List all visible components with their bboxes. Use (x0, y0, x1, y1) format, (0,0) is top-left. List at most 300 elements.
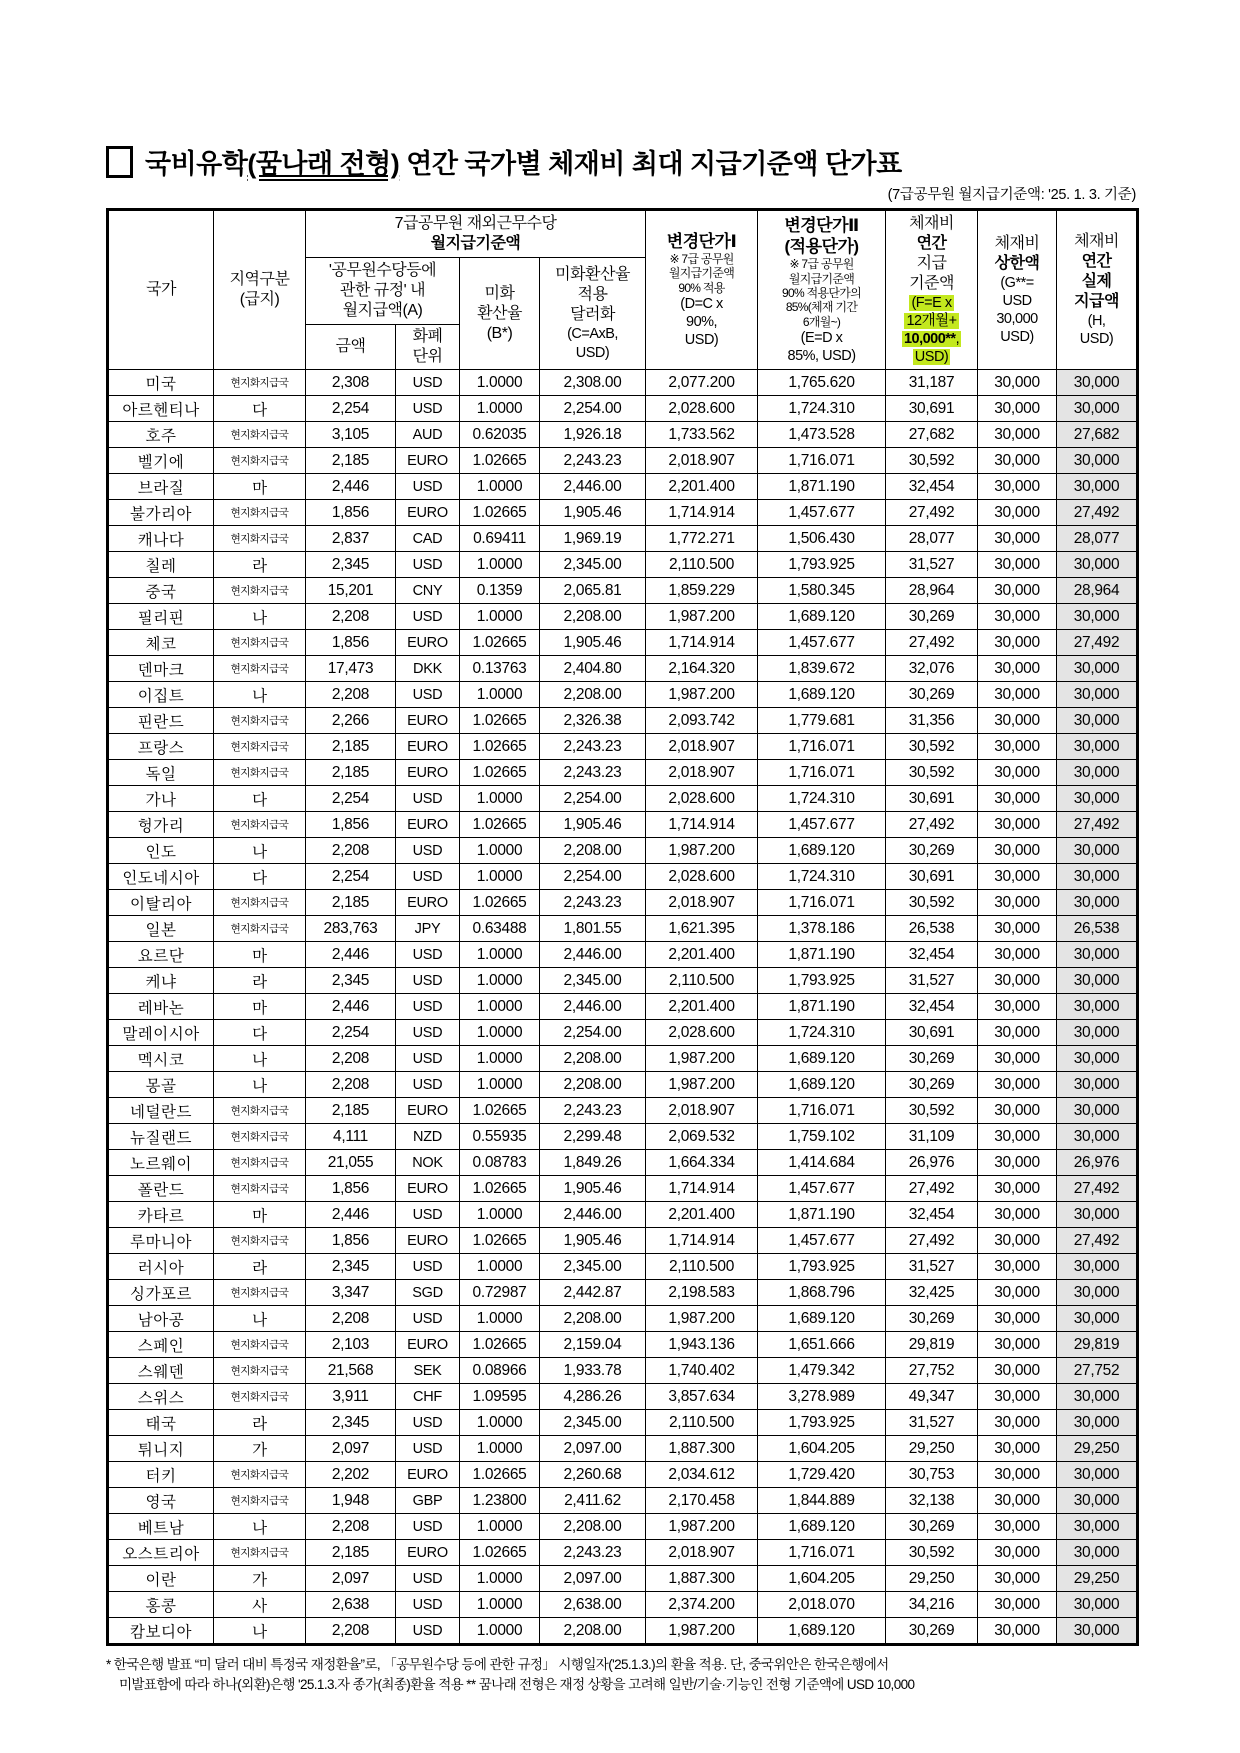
cell-annual-standard: 28,964 (886, 578, 978, 604)
table-row (108, 1540, 1138, 1566)
cell-annual-standard: 30,592 (886, 1540, 978, 1566)
cell-region: 나 (214, 1072, 306, 1098)
cell-annual-standard: 31,527 (886, 552, 978, 578)
table-row (108, 1202, 1138, 1228)
cell-country: 말레이시아 (108, 1020, 214, 1046)
cell-actual-payment: 30,000 (1057, 448, 1138, 474)
table-row (108, 1514, 1138, 1540)
cell-exchange-rate: 1.02665 (460, 500, 540, 526)
cell-region: 현지화지급국 (214, 1228, 306, 1254)
cell-annual-standard: 30,269 (886, 1072, 978, 1098)
table-row (108, 370, 1138, 396)
cell-annual-standard: 26,538 (886, 916, 978, 942)
cell-amount: 2,208 (306, 1306, 396, 1332)
cell-currency-unit: EURO (396, 630, 460, 656)
cell-region: 나 (214, 1514, 306, 1540)
cell-unit-price-2: 1,651.666 (758, 1332, 886, 1358)
cell-unit-price-2: 1,729.420 (758, 1462, 886, 1488)
cell-usd-converted: 4,286.26 (540, 1384, 646, 1410)
page-title-text (145, 142, 902, 181)
table-row (108, 760, 1138, 786)
cell-currency-unit: USD (396, 1436, 460, 1462)
cell-region: 다 (214, 396, 306, 422)
cell-region: 현지화지급국 (214, 448, 306, 474)
table-row (108, 1098, 1138, 1124)
cell-currency-unit: USD (396, 1592, 460, 1618)
title-bracket: (꿈나래 전형) (247, 149, 400, 179)
header-annual-standard: 체재비 연간 지급 기준액 (F=E x 12개월+ 10,000**, USD) (886, 210, 978, 370)
cell-country: 노르웨이 (108, 1150, 214, 1176)
cell-annual-standard: 32,076 (886, 656, 978, 682)
cell-ceiling: 30,000 (978, 1540, 1057, 1566)
cell-usd-converted: 2,243.23 (540, 760, 646, 786)
cell-actual-payment: 29,250 (1057, 1436, 1138, 1462)
cell-actual-payment: 30,000 (1057, 552, 1138, 578)
cell-annual-standard: 31,527 (886, 968, 978, 994)
header-actual-payment: 체재비 연간 실제 지급액 (H, USD) (1057, 210, 1138, 370)
cell-annual-standard: 30,269 (886, 1306, 978, 1332)
cell-currency-unit: USD (396, 1202, 460, 1228)
cell-country: 핀란드 (108, 708, 214, 734)
cell-amount: 2,446 (306, 1202, 396, 1228)
cell-exchange-rate: 1.0000 (460, 370, 540, 396)
header-ceiling: 체재비 상한액 (G**= USD 30,000 USD) (978, 210, 1057, 370)
cell-actual-payment: 27,492 (1057, 812, 1138, 838)
cell-ceiling: 30,000 (978, 1176, 1057, 1202)
cell-amount: 2,446 (306, 942, 396, 968)
cell-ceiling: 30,000 (978, 1514, 1057, 1540)
cell-region: 현지화지급국 (214, 630, 306, 656)
cell-amount: 2,254 (306, 786, 396, 812)
cell-amount: 1,856 (306, 500, 396, 526)
cell-unit-price-1: 2,093.742 (646, 708, 758, 734)
cell-ceiling: 30,000 (978, 838, 1057, 864)
table-row (108, 942, 1138, 968)
cell-ceiling: 30,000 (978, 1384, 1057, 1410)
table-row (108, 552, 1138, 578)
cell-currency-unit: USD (396, 1072, 460, 1098)
cell-unit-price-2: 1,689.120 (758, 604, 886, 630)
cell-region: 현지화지급국 (214, 812, 306, 838)
cell-region: 사 (214, 1592, 306, 1618)
cell-usd-converted: 2,260.68 (540, 1462, 646, 1488)
cell-unit-price-2: 1,716.071 (758, 760, 886, 786)
cell-amount: 2,254 (306, 864, 396, 890)
cell-exchange-rate: 1.0000 (460, 968, 540, 994)
cell-amount: 1,856 (306, 812, 396, 838)
cell-unit-price-2: 1,844.889 (758, 1488, 886, 1514)
cell-ceiling: 30,000 (978, 578, 1057, 604)
cell-amount: 2,254 (306, 396, 396, 422)
cell-amount: 21,055 (306, 1150, 396, 1176)
cell-amount: 4,111 (306, 1124, 396, 1150)
cell-currency-unit: USD (396, 1514, 460, 1540)
cell-usd-converted: 2,208.00 (540, 604, 646, 630)
page-title (106, 142, 1136, 181)
cell-exchange-rate: 1.02665 (460, 448, 540, 474)
cell-unit-price-2: 1,793.925 (758, 1410, 886, 1436)
cell-exchange-rate: 1.0000 (460, 1514, 540, 1540)
table-row (108, 994, 1138, 1020)
cell-amount: 2,185 (306, 760, 396, 786)
cell-amount: 2,185 (306, 1540, 396, 1566)
header-region: 지역구분 (급지) (214, 210, 306, 370)
cell-amount: 1,856 (306, 1176, 396, 1202)
cell-exchange-rate: 1.0000 (460, 1592, 540, 1618)
cell-ceiling: 30,000 (978, 1254, 1057, 1280)
cell-country: 인도 (108, 838, 214, 864)
cell-unit-price-2: 1,689.120 (758, 1618, 886, 1645)
cell-unit-price-1: 1,987.200 (646, 838, 758, 864)
cell-ceiling: 30,000 (978, 1566, 1057, 1592)
cell-annual-standard: 29,250 (886, 1566, 978, 1592)
cell-ceiling: 30,000 (978, 1332, 1057, 1358)
cell-usd-converted: 1,926.18 (540, 422, 646, 448)
table-row (108, 1358, 1138, 1384)
cell-unit-price-1: 2,069.532 (646, 1124, 758, 1150)
cell-actual-payment: 30,000 (1057, 682, 1138, 708)
cell-ceiling: 30,000 (978, 1436, 1057, 1462)
cell-unit-price-2: 1,724.310 (758, 396, 886, 422)
cell-unit-price-2: 1,779.681 (758, 708, 886, 734)
cell-unit-price-2: 2,018.070 (758, 1592, 886, 1618)
cell-amount: 2,208 (306, 604, 396, 630)
cell-region: 현지화지급국 (214, 1540, 306, 1566)
cell-country: 남아공 (108, 1306, 214, 1332)
cell-unit-price-1: 1,987.200 (646, 1072, 758, 1098)
cell-country: 이집트 (108, 682, 214, 708)
cell-exchange-rate: 1.0000 (460, 552, 540, 578)
cell-actual-payment: 30,000 (1057, 1046, 1138, 1072)
cell-currency-unit: EURO (396, 500, 460, 526)
cell-usd-converted: 2,446.00 (540, 942, 646, 968)
cell-usd-converted: 2,345.00 (540, 552, 646, 578)
cell-currency-unit: USD (396, 1254, 460, 1280)
table-row (108, 656, 1138, 682)
cell-annual-standard: 30,691 (886, 786, 978, 812)
cell-unit-price-1: 2,028.600 (646, 786, 758, 812)
title-part1: 국비유학 (145, 149, 248, 179)
cell-currency-unit: USD (396, 838, 460, 864)
cell-exchange-rate: 1.0000 (460, 864, 540, 890)
cell-amount: 2,103 (306, 1332, 396, 1358)
cell-region: 가 (214, 1436, 306, 1462)
cell-actual-payment: 30,000 (1057, 474, 1138, 500)
cell-actual-payment: 27,492 (1057, 1176, 1138, 1202)
cell-amount: 2,837 (306, 526, 396, 552)
cell-annual-standard: 49,347 (886, 1384, 978, 1410)
cell-ceiling: 30,000 (978, 1202, 1057, 1228)
table-row (108, 1384, 1138, 1410)
cell-annual-standard: 30,269 (886, 838, 978, 864)
cell-ceiling: 30,000 (978, 422, 1057, 448)
cell-unit-price-2: 1,457.677 (758, 1176, 886, 1202)
table-row (108, 1592, 1138, 1618)
cell-ceiling: 30,000 (978, 396, 1057, 422)
cell-exchange-rate: 1.02665 (460, 1332, 540, 1358)
cell-actual-payment: 30,000 (1057, 1410, 1138, 1436)
cell-annual-standard: 30,691 (886, 1020, 978, 1046)
cell-amount: 1,856 (306, 630, 396, 656)
cell-annual-standard: 27,492 (886, 500, 978, 526)
cell-actual-payment: 30,000 (1057, 1592, 1138, 1618)
table-row (108, 786, 1138, 812)
cell-usd-converted: 1,905.46 (540, 812, 646, 838)
cell-country: 독일 (108, 760, 214, 786)
cell-exchange-rate: 1.02665 (460, 1540, 540, 1566)
table-row (108, 838, 1138, 864)
cell-actual-payment: 30,000 (1057, 656, 1138, 682)
cell-unit-price-2: 1,479.342 (758, 1358, 886, 1384)
cell-exchange-rate: 1.23800 (460, 1488, 540, 1514)
table-row (108, 1176, 1138, 1202)
cell-exchange-rate: 1.02665 (460, 734, 540, 760)
cell-region: 현지화지급국 (214, 890, 306, 916)
cell-region: 나 (214, 604, 306, 630)
cell-actual-payment: 30,000 (1057, 864, 1138, 890)
cell-unit-price-2: 1,871.190 (758, 942, 886, 968)
cell-country: 홍콩 (108, 1592, 214, 1618)
cell-amount: 21,568 (306, 1358, 396, 1384)
cell-currency-unit: USD (396, 1410, 460, 1436)
cell-usd-converted: 2,208.00 (540, 1046, 646, 1072)
table-row (108, 630, 1138, 656)
table-row (108, 1436, 1138, 1462)
cell-usd-converted: 1,849.26 (540, 1150, 646, 1176)
cell-currency-unit: USD (396, 1306, 460, 1332)
cell-usd-converted: 2,208.00 (540, 838, 646, 864)
table-row (108, 500, 1138, 526)
cell-actual-payment: 30,000 (1057, 1280, 1138, 1306)
cell-unit-price-1: 1,987.200 (646, 604, 758, 630)
cell-actual-payment: 26,976 (1057, 1150, 1138, 1176)
cell-currency-unit: EURO (396, 1176, 460, 1202)
table-row (108, 448, 1138, 474)
cell-region: 다 (214, 1020, 306, 1046)
cell-usd-converted: 2,208.00 (540, 682, 646, 708)
cell-annual-standard: 27,492 (886, 812, 978, 838)
cell-actual-payment: 28,077 (1057, 526, 1138, 552)
cell-unit-price-2: 1,759.102 (758, 1124, 886, 1150)
cell-actual-payment: 30,000 (1057, 760, 1138, 786)
cell-exchange-rate: 1.02665 (460, 1098, 540, 1124)
cell-usd-converted: 2,446.00 (540, 994, 646, 1020)
cell-unit-price-2: 1,378.186 (758, 916, 886, 942)
cell-exchange-rate: 1.0000 (460, 1020, 540, 1046)
cell-usd-converted: 2,638.00 (540, 1592, 646, 1618)
cell-unit-price-1: 1,733.562 (646, 422, 758, 448)
cell-ceiling: 30,000 (978, 708, 1057, 734)
cell-unit-price-1: 1,859.229 (646, 578, 758, 604)
cell-annual-standard: 32,425 (886, 1280, 978, 1306)
table-row (108, 1254, 1138, 1280)
cell-region: 가 (214, 1566, 306, 1592)
cell-country: 불가리아 (108, 500, 214, 526)
cell-currency-unit: USD (396, 1020, 460, 1046)
cell-exchange-rate: 0.08783 (460, 1150, 540, 1176)
cell-usd-converted: 2,345.00 (540, 968, 646, 994)
cell-currency-unit: EURO (396, 1098, 460, 1124)
cell-region: 현지화지급국 (214, 422, 306, 448)
cell-unit-price-1: 1,714.914 (646, 630, 758, 656)
cell-country: 캄보디아 (108, 1618, 214, 1645)
table-row (108, 1228, 1138, 1254)
cell-unit-price-2: 1,457.677 (758, 1228, 886, 1254)
cell-ceiling: 30,000 (978, 370, 1057, 396)
cell-unit-price-1: 1,772.271 (646, 526, 758, 552)
cell-annual-standard: 30,691 (886, 396, 978, 422)
table-row (108, 396, 1138, 422)
cell-currency-unit: CHF (396, 1384, 460, 1410)
cell-unit-price-2: 1,689.120 (758, 838, 886, 864)
cell-amount: 2,208 (306, 682, 396, 708)
cell-annual-standard: 26,976 (886, 1150, 978, 1176)
cell-amount: 2,208 (306, 1514, 396, 1540)
cell-usd-converted: 2,208.00 (540, 1306, 646, 1332)
cell-usd-converted: 2,446.00 (540, 474, 646, 500)
cell-annual-standard: 32,454 (886, 474, 978, 500)
document-page (106, 142, 1136, 1694)
cell-unit-price-1: 2,028.600 (646, 1020, 758, 1046)
cell-unit-price-2: 1,871.190 (758, 994, 886, 1020)
cell-unit-price-1: 2,028.600 (646, 864, 758, 890)
cell-actual-payment: 27,752 (1057, 1358, 1138, 1384)
cell-amount: 2,345 (306, 552, 396, 578)
cell-usd-converted: 2,208.00 (540, 1514, 646, 1540)
cell-unit-price-1: 2,164.320 (646, 656, 758, 682)
table-row (108, 812, 1138, 838)
cell-annual-standard: 27,492 (886, 630, 978, 656)
cell-annual-standard: 30,269 (886, 1046, 978, 1072)
cell-currency-unit: USD (396, 994, 460, 1020)
cell-ceiling: 30,000 (978, 552, 1057, 578)
table-row (108, 526, 1138, 552)
cell-usd-converted: 1,801.55 (540, 916, 646, 942)
cell-region: 다 (214, 864, 306, 890)
cell-country: 체코 (108, 630, 214, 656)
cell-ceiling: 30,000 (978, 1410, 1057, 1436)
cell-usd-converted: 2,243.23 (540, 890, 646, 916)
cell-currency-unit: EURO (396, 1462, 460, 1488)
cell-actual-payment: 30,000 (1057, 1462, 1138, 1488)
cell-amount: 2,208 (306, 838, 396, 864)
cell-usd-converted: 2,243.23 (540, 734, 646, 760)
cell-unit-price-1: 1,887.300 (646, 1566, 758, 1592)
cell-amount: 2,185 (306, 448, 396, 474)
cell-country: 프랑스 (108, 734, 214, 760)
cell-country: 인도네시아 (108, 864, 214, 890)
cell-region: 현지화지급국 (214, 1384, 306, 1410)
cell-amount: 2,208 (306, 1046, 396, 1072)
cell-usd-converted: 2,299.48 (540, 1124, 646, 1150)
table-row (108, 1046, 1138, 1072)
cell-country: 아르헨티나 (108, 396, 214, 422)
cell-unit-price-1: 2,110.500 (646, 968, 758, 994)
cell-annual-standard: 30,269 (886, 682, 978, 708)
cell-annual-standard: 32,454 (886, 994, 978, 1020)
cell-ceiling: 30,000 (978, 604, 1057, 630)
cell-unit-price-2: 1,604.205 (758, 1566, 886, 1592)
table-row (108, 1332, 1138, 1358)
cell-country: 필리핀 (108, 604, 214, 630)
cell-currency-unit: EURO (396, 812, 460, 838)
cell-unit-price-1: 2,018.907 (646, 760, 758, 786)
cell-unit-price-1: 1,987.200 (646, 1618, 758, 1645)
cell-usd-converted: 2,254.00 (540, 786, 646, 812)
cell-region: 마 (214, 474, 306, 500)
cell-unit-price-1: 3,857.634 (646, 1384, 758, 1410)
cell-unit-price-2: 1,793.925 (758, 968, 886, 994)
cell-annual-standard: 30,592 (886, 448, 978, 474)
cell-unit-price-1: 2,034.612 (646, 1462, 758, 1488)
cell-annual-standard: 32,138 (886, 1488, 978, 1514)
cell-region: 현지화지급국 (214, 1358, 306, 1384)
cell-country: 덴마크 (108, 656, 214, 682)
cell-actual-payment: 30,000 (1057, 1020, 1138, 1046)
cell-country: 튀니지 (108, 1436, 214, 1462)
cell-region: 현지화지급국 (214, 1098, 306, 1124)
cell-actual-payment: 30,000 (1057, 370, 1138, 396)
header-group-monthly-standard: 7급공무원 재외근무수당 월지급기준액 (306, 210, 646, 258)
cell-amount: 15,201 (306, 578, 396, 604)
table-row (108, 604, 1138, 630)
cell-unit-price-2: 1,871.190 (758, 1202, 886, 1228)
cell-currency-unit: SGD (396, 1280, 460, 1306)
cell-annual-standard: 32,454 (886, 1202, 978, 1228)
table-row (108, 1280, 1138, 1306)
cell-amount: 3,911 (306, 1384, 396, 1410)
cell-region: 라 (214, 552, 306, 578)
table-row (108, 578, 1138, 604)
cell-ceiling: 30,000 (978, 1592, 1057, 1618)
cell-unit-price-1: 2,170.458 (646, 1488, 758, 1514)
cell-unit-price-1: 2,018.907 (646, 1098, 758, 1124)
cell-actual-payment: 28,964 (1057, 578, 1138, 604)
cell-usd-converted: 2,159.04 (540, 1332, 646, 1358)
header-currency-unit: 화폐 단위 (396, 325, 460, 370)
cell-ceiling: 30,000 (978, 812, 1057, 838)
header-amount: 금액 (306, 325, 396, 370)
cell-amount: 2,097 (306, 1566, 396, 1592)
cell-region: 현지화지급국 (214, 656, 306, 682)
cell-amount: 2,446 (306, 994, 396, 1020)
cell-annual-standard: 27,682 (886, 422, 978, 448)
footnote (106, 1655, 1136, 1694)
cell-unit-price-1: 2,201.400 (646, 1202, 758, 1228)
cell-country: 중국 (108, 578, 214, 604)
cell-annual-standard: 30,269 (886, 604, 978, 630)
cell-usd-converted: 2,411.62 (540, 1488, 646, 1514)
cell-exchange-rate: 1.0000 (460, 1046, 540, 1072)
cell-amount: 2,638 (306, 1592, 396, 1618)
cell-amount: 2,345 (306, 1254, 396, 1280)
cell-country: 미국 (108, 370, 214, 396)
cell-country: 헝가리 (108, 812, 214, 838)
cell-unit-price-1: 2,110.500 (646, 1254, 758, 1280)
cell-unit-price-2: 1,868.796 (758, 1280, 886, 1306)
cell-currency-unit: USD (396, 474, 460, 500)
table-row (108, 1124, 1138, 1150)
cell-unit-price-2: 1,839.672 (758, 656, 886, 682)
cell-unit-price-2: 1,793.925 (758, 552, 886, 578)
cell-region: 마 (214, 942, 306, 968)
cell-country: 요르단 (108, 942, 214, 968)
header-usd-converted-c: 미화환산율 적용 달러화 (C=AxB, USD) (540, 258, 646, 370)
cell-exchange-rate: 1.0000 (460, 1202, 540, 1228)
cell-actual-payment: 27,492 (1057, 500, 1138, 526)
header-unit-price-1: 변경단가Ⅰ ※ 7급 공무원 월지급기준액 90% 적용 (D=C x 90%, USD) (646, 210, 758, 370)
cell-currency-unit: EURO (396, 1540, 460, 1566)
